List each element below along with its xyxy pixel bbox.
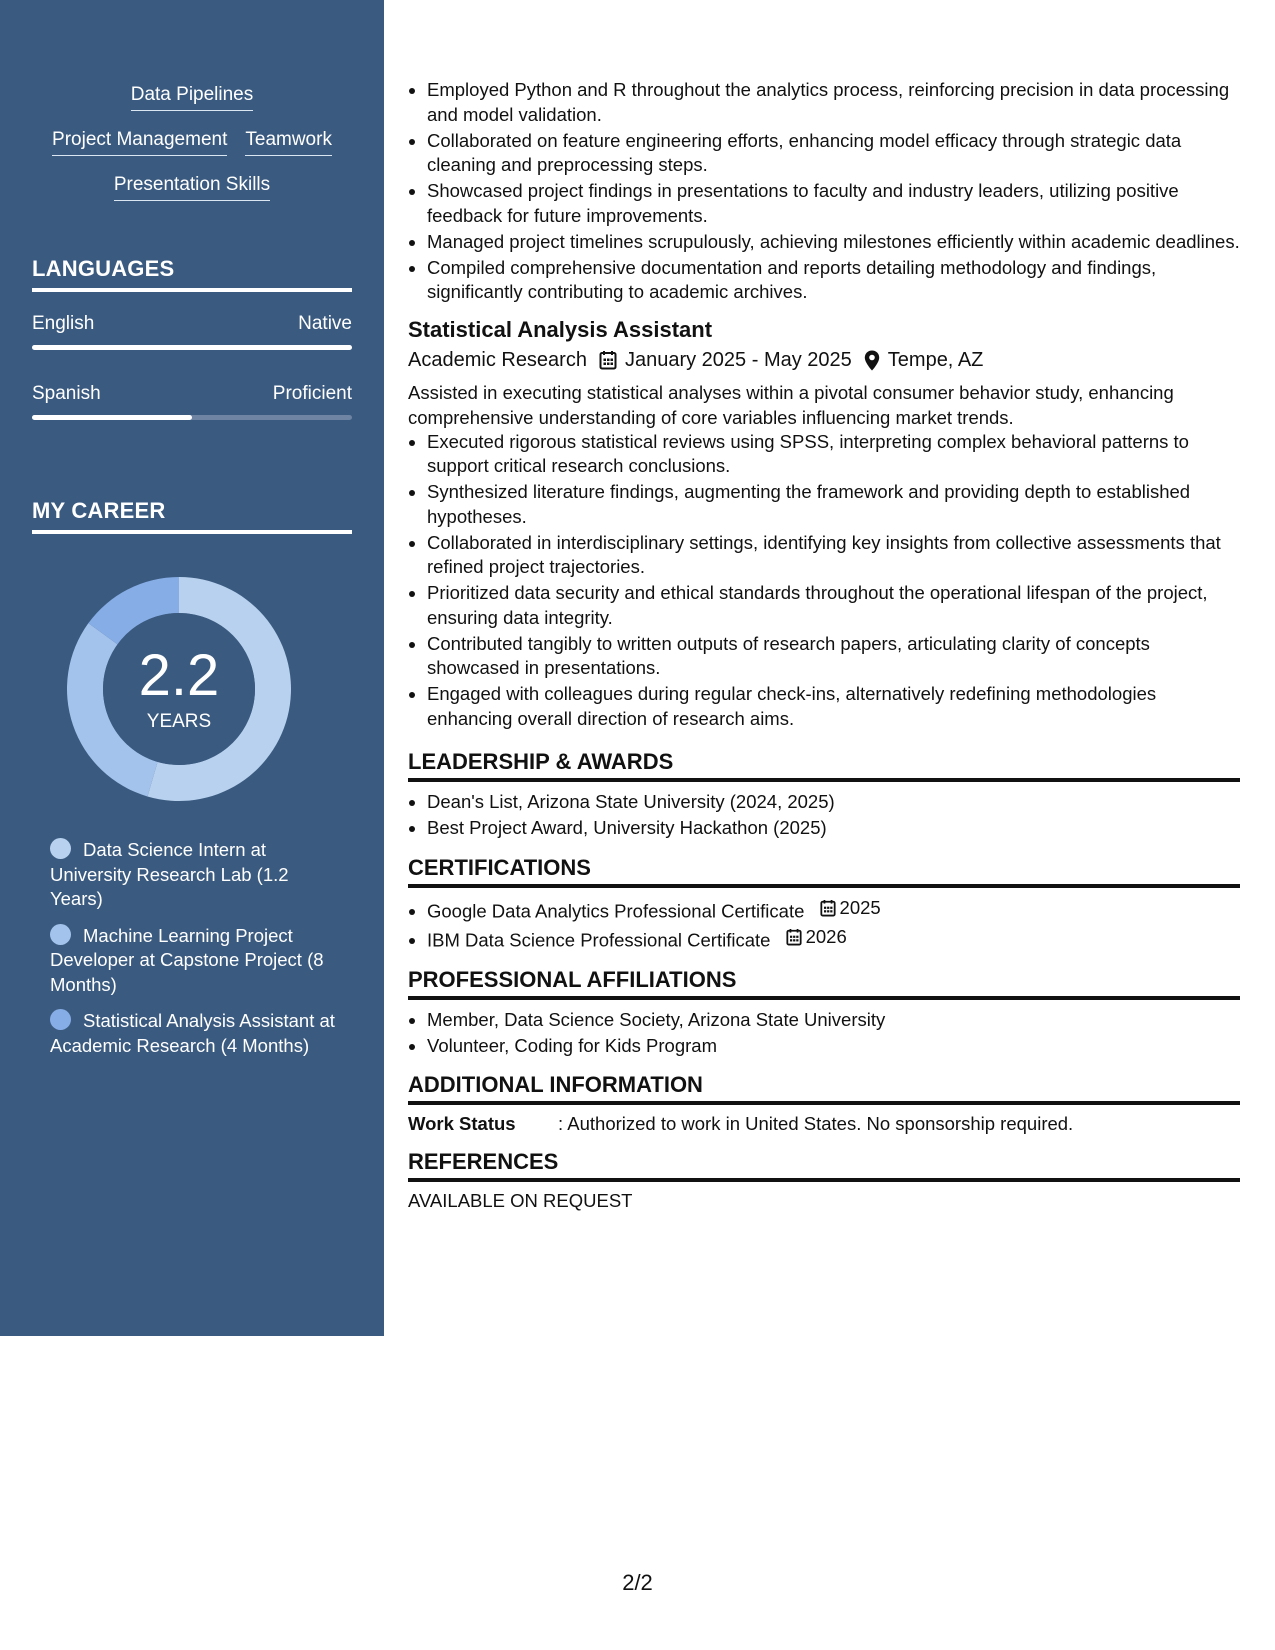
language-bar <box>32 345 352 350</box>
references-heading: REFERENCES <box>408 1149 1240 1182</box>
job-title: Statistical Analysis Assistant <box>408 316 713 342</box>
career-item <box>50 838 340 912</box>
list-item <box>427 925 1240 953</box>
career-item-text: Statistical Analysis Assistant at Academic Research (4 Months) <box>50 1010 335 1056</box>
list-item: • Member, Data Science Society, Arizona State University <box>427 1008 1240 1033</box>
skills-list <box>0 84 384 219</box>
references-text: AVAILABLE ON REQUEST <box>408 1190 633 1211</box>
cert-name: Google Data Analytics Professional Certificate <box>427 899 805 921</box>
work-status-value: : Authorized to work in United States. No sponsorship required. <box>558 1113 1074 1134</box>
cert-name: IBM Data Science Professional Certificate <box>427 929 771 950</box>
sidebar <box>0 0 384 1336</box>
work-status-label: Work Status <box>408 1113 516 1134</box>
certifications-heading: CERTIFICATIONS <box>408 855 1240 888</box>
career-list <box>50 838 340 1070</box>
list-item: • Compiled comprehensive documentation and reports detailing methodology and findings, significantly contributing to academic archives. <box>427 256 1240 305</box>
language-level: Native <box>298 313 352 334</box>
job-dates: January 2025 - May 2025 <box>624 348 852 371</box>
skill-tag: Presentation Skills <box>114 174 270 201</box>
list-item: • Synthesized literature findings, augmenting the framework and providing depth to established hypotheses. <box>427 480 1240 529</box>
career-donut <box>66 576 292 802</box>
language-bar <box>32 415 352 420</box>
affiliations-heading: PROFESSIONAL AFFILIATIONS <box>408 967 1240 1000</box>
language-name: English <box>32 313 95 334</box>
career-item <box>50 1009 340 1058</box>
career-dot <box>50 838 71 859</box>
calendar-icon <box>820 899 836 917</box>
languages-heading: LANGUAGES <box>32 256 352 292</box>
skill-tag: Data Pipelines <box>131 84 254 111</box>
language-bar-fill <box>32 345 352 350</box>
list-item: • Engaged with colleagues during regular check-ins, alternatively redefining methodologies enhancing overall direction of research aims. <box>427 682 1240 731</box>
list-item: • Contributed tangibly to written outputs of research papers, articulating clarity of concepts showcased in presentations. <box>427 632 1240 681</box>
career-item <box>50 924 340 998</box>
experience-bullets <box>408 78 1240 305</box>
certifications-list <box>408 896 1240 953</box>
list-item <box>427 896 1240 924</box>
list-item: • Executed rigorous statistical reviews using SPSS, interpreting complex behavioral patterns to support critical research conclusions. <box>427 430 1240 479</box>
calendar-icon <box>599 350 617 370</box>
page-number: 2/2 <box>622 1570 653 1595</box>
cert-year: 2025 <box>839 896 881 918</box>
list-item: • Collaborated in interdisciplinary settings, identifying key insights from collective assessments that refined project trajectories. <box>427 531 1240 580</box>
list-item: • Dean's List, Arizona State University (2024, 2025) <box>427 790 1240 815</box>
job-location: Tempe, AZ <box>887 348 984 371</box>
language-name: Spanish <box>32 383 101 404</box>
career-heading: MY CAREER <box>32 498 352 534</box>
language-spanish <box>32 383 352 420</box>
skill-tag: Teamwork <box>245 129 332 156</box>
language-english <box>32 313 352 350</box>
job-meta <box>408 349 1240 372</box>
skill-tag: Project Management <box>52 129 227 156</box>
language-level: Proficient <box>272 383 352 404</box>
list-item: • Prioritized data security and ethical standards throughout the operational lifespan of the project, ensuring data integrity. <box>427 581 1240 630</box>
list-item: • Managed project timelines scrupulously, achieving milestones efficiently within academic deadlines. <box>427 230 1240 255</box>
career-dot <box>50 1009 71 1030</box>
list-item: • Collaborated on feature engineering efforts, enhancing model efficacy through strategic data cleaning and preprocessing steps. <box>427 129 1240 178</box>
location-pin-icon <box>864 350 880 371</box>
career-total: 2.2 <box>138 643 220 708</box>
career-item-text: Data Science Intern at University Research Lab (1.2 Years) <box>50 839 289 909</box>
job-bullets <box>408 430 1240 732</box>
list-item: • Employed Python and R throughout the analytics process, reinforcing precision in data processing and model validation. <box>427 78 1240 127</box>
work-status-row <box>408 1113 1240 1135</box>
list-item: • Volunteer, Coding for Kids Program <box>427 1034 1240 1059</box>
skill-row <box>0 174 384 201</box>
skill-row <box>0 129 384 156</box>
cert-year: 2026 <box>805 925 847 947</box>
career-unit: YEARS <box>146 711 212 732</box>
main-content <box>408 78 1240 1212</box>
skill-row <box>0 84 384 111</box>
affiliations-list <box>408 1008 1240 1059</box>
list-item: • Showcased project findings in presentations to faculty and industry leaders, utilizing positive feedback for future improvements. <box>427 179 1240 228</box>
leadership-list <box>408 790 1240 841</box>
career-item-text: Machine Learning Project Developer at Capstone Project (8 Months) <box>50 924 324 995</box>
job-company: Academic Research <box>408 348 587 371</box>
leadership-heading: LEADERSHIP & AWARDS <box>408 749 1240 782</box>
career-dot <box>50 924 71 945</box>
list-item: • Best Project Award, University Hackathon (2025) <box>427 816 1240 841</box>
language-bar-fill <box>32 415 192 420</box>
additional-info-heading: ADDITIONAL INFORMATION <box>408 1072 1240 1105</box>
job-description: Assisted in executing statistical analyses within a pivotal consumer behavior study, enhancing comprehensive understanding of core variables influencing market trends. <box>408 381 1174 428</box>
calendar-icon <box>786 928 802 946</box>
